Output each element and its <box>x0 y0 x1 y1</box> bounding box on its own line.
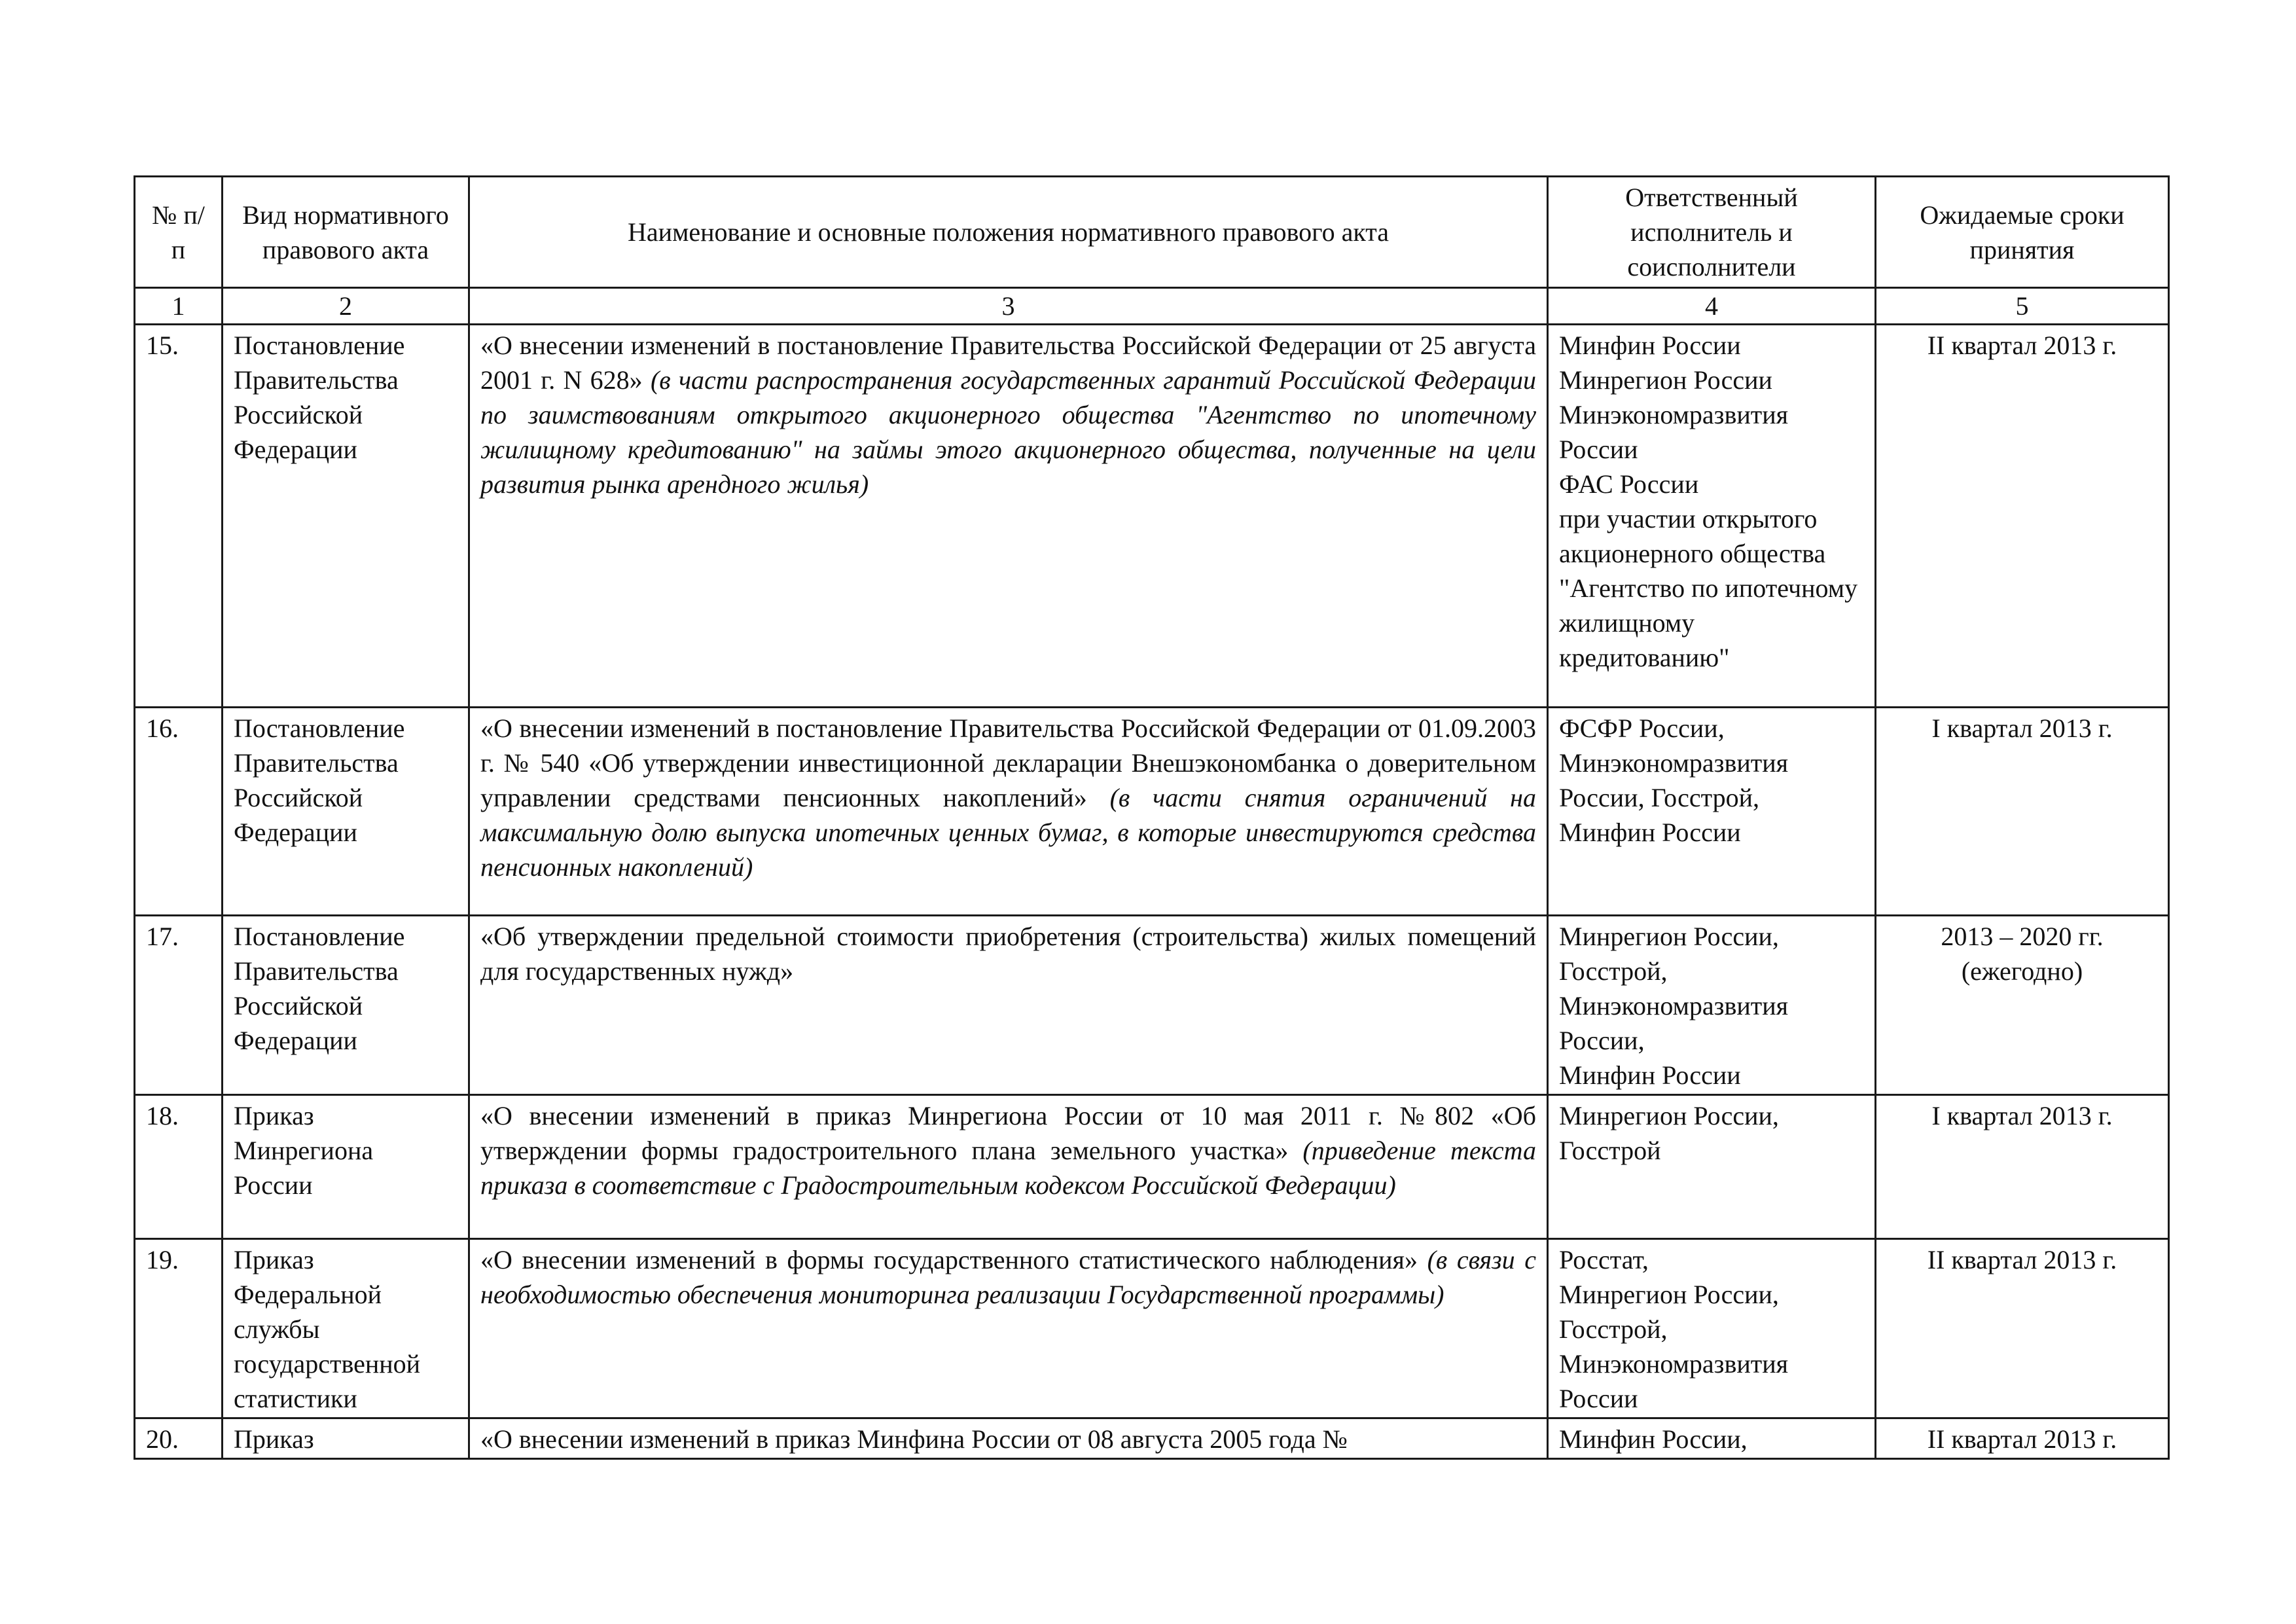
row-number: 20. <box>135 1418 223 1459</box>
table-row <box>135 325 2169 708</box>
act-type: Постановление Правительства Российской Федерации <box>223 325 469 708</box>
responsible-executors: Минфин России Минрегион России Минэкономразвития России ФАС России при участии открытого акционерного общества "Агентство по ипотечному жилищному кредитованию" <box>1548 325 1876 708</box>
header-responsible: Ответственный исполнитель и соисполнители <box>1548 177 1876 288</box>
column-number: 3 <box>469 288 1548 325</box>
table-header-row <box>135 177 2169 288</box>
table-row <box>135 708 2169 916</box>
act-name-cell <box>469 916 1548 1095</box>
act-note: (в части снятия ограничений на максимальную долю выпуска ипотечных ценных бумаг, в которые инвестируются средства пенсионных накоплений) <box>480 783 1537 882</box>
act-name-cell <box>469 1095 1548 1239</box>
act-name-cell <box>469 1418 1548 1459</box>
column-number: 5 <box>1876 288 2169 325</box>
row-number: 17. <box>135 916 223 1095</box>
act-type: Приказ Минрегиона России <box>223 1095 469 1239</box>
column-number: 1 <box>135 288 223 325</box>
act-name: «Об утверждении предельной стоимости приобретения (строительства) жилых помещений для государственных нужд» <box>480 922 1536 986</box>
header-term: Ожидаемые сроки принятия <box>1876 177 2169 288</box>
act-name-cell <box>469 1239 1548 1418</box>
row-number: 16. <box>135 708 223 916</box>
row-number: 18. <box>135 1095 223 1239</box>
act-name-cell <box>469 708 1548 916</box>
table-row <box>135 1239 2169 1418</box>
row-number: 19. <box>135 1239 223 1418</box>
act-note: (приведение текста приказа в соответствие с Градостроительным кодексом Российской Федерации) <box>480 1136 1536 1200</box>
column-number-row <box>135 288 2169 325</box>
table-row <box>135 1095 2169 1239</box>
act-type: Приказ <box>223 1418 469 1459</box>
expected-term: I квартал 2013 г. <box>1876 1095 2169 1239</box>
act-note: (в части распространения государственных гарантий Российской Федерации по заимствованиям открытого акционерного общества "Агентство по ипотечному жилищному кредитованию" на займы этого акционерного общества, полученные на цели развития рынка арендного жилья) <box>480 365 1536 499</box>
act-name: «О внесении изменений в формы государственного статистического наблюдения» <box>480 1245 1418 1274</box>
column-number: 4 <box>1548 288 1876 325</box>
act-name-cell <box>469 325 1548 708</box>
act-name: «О внесении изменений в приказ Минрегиона России от 10 мая 2011 г. №802 «Об утверждении формы градостроительного плана земельного участка» <box>480 1101 1536 1165</box>
act-name: «О внесении изменений в приказ Минфина России от 08 августа 2005 года № <box>480 1424 1348 1454</box>
act-type: Постановление Правительства Российской Федерации <box>223 708 469 916</box>
expected-term: II квартал 2013 г. <box>1876 325 2169 708</box>
header-act-type: Вид нормативного правового акта <box>223 177 469 288</box>
act-type: Приказ Федеральной службы государственной статистики <box>223 1239 469 1418</box>
responsible-executors: ФСФР России, Минэкономразвития России, Госстрой, Минфин России <box>1548 708 1876 916</box>
table-row <box>135 1418 2169 1459</box>
column-number: 2 <box>223 288 469 325</box>
table-row <box>135 916 2169 1095</box>
expected-term: 2013 – 2020 гг. (ежегодно) <box>1876 916 2169 1095</box>
act-name: «О внесении изменений в постановление Правительства Российской Федерации от 25 августа 2001 г. N 628» <box>480 331 1536 395</box>
expected-term: I квартал 2013 г. <box>1876 708 2169 916</box>
header-number: № п/п <box>135 177 223 288</box>
act-name: «О внесении изменений в постановление Правительства Российской Федерации от 01.09.2003 г. № 540 «Об утверждении инвестиционной декларации Внешэкономбанка о доверительном управлении средствами пенсионных накоплений» <box>480 713 1536 812</box>
act-note: (в связи с необходимостью обеспечения мониторинга реализации Государственной программы) <box>480 1245 1537 1309</box>
row-number: 15. <box>135 325 223 708</box>
legal-acts-table <box>134 175 2170 1460</box>
responsible-executors: Минрегион России, Госстрой, Минэкономразвития России, Минфин России <box>1548 916 1876 1095</box>
responsible-executors: Росстат, Минрегион России, Госстрой, Минэкономразвития России <box>1548 1239 1876 1418</box>
responsible-executors: Минрегион России, Госстрой <box>1548 1095 1876 1239</box>
expected-term: II квартал 2013 г. <box>1876 1239 2169 1418</box>
act-type: Постановление Правительства Российской Федерации <box>223 916 469 1095</box>
expected-term: II квартал 2013 г. <box>1876 1418 2169 1459</box>
responsible-executors: Минфин России, <box>1548 1418 1876 1459</box>
header-act-name: Наименование и основные положения нормативного правового акта <box>469 177 1548 288</box>
